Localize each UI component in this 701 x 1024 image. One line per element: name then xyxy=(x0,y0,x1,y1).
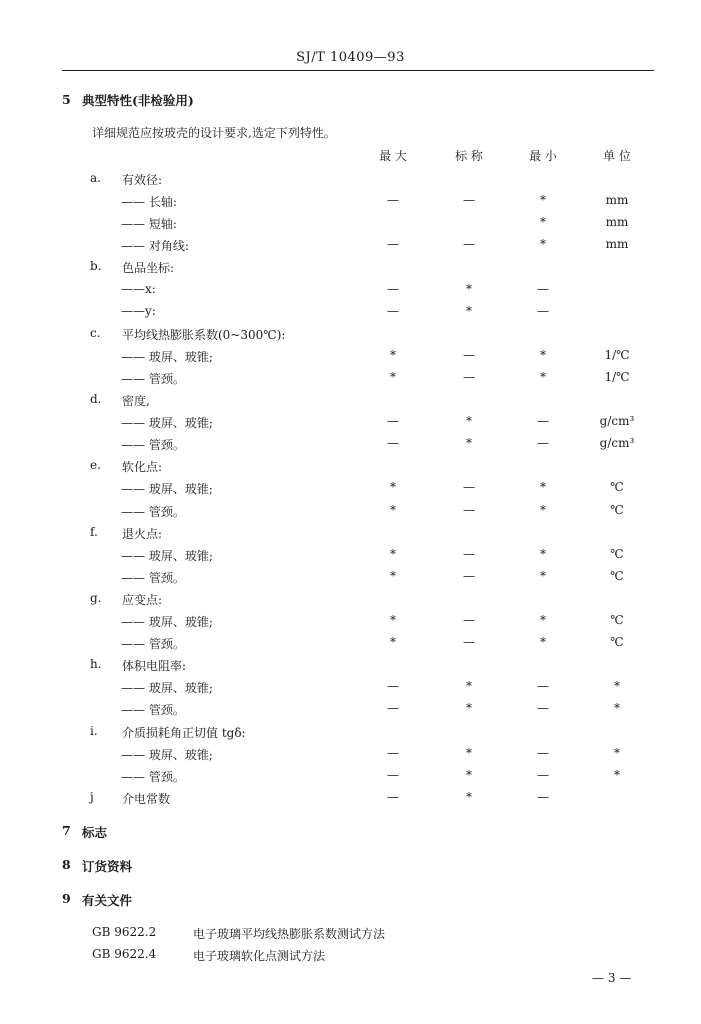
sub-item-label: ——x: xyxy=(121,282,156,296)
unit-cell: mm xyxy=(605,215,629,229)
item-label: 色品坐标: xyxy=(122,261,175,275)
nominal-value-cell: * xyxy=(466,304,472,318)
reference-title: 电子玻璃平均线热膨胀系数测试方法 xyxy=(193,927,386,941)
max-value-cell: — xyxy=(387,193,399,207)
unit-cell: ℃ xyxy=(610,635,624,649)
max-value-cell: * xyxy=(390,569,396,583)
nominal-value-cell: * xyxy=(466,790,472,804)
max-value-cell: * xyxy=(390,635,396,649)
unit-cell: ℃ xyxy=(610,503,624,517)
column-header-min: 最 小 xyxy=(529,149,557,163)
min-value-cell: — xyxy=(537,768,549,782)
max-value-cell: — xyxy=(387,701,399,715)
item-key: d. xyxy=(90,392,102,406)
item-key: h. xyxy=(90,657,102,671)
unit-cell: 1/℃ xyxy=(604,348,630,362)
section-5-title: 典型特性(非检验用) xyxy=(82,93,194,108)
section-5-intro: 详细规范应按玻壳的设计要求,选定下列特性。 xyxy=(92,126,336,140)
max-value-cell: — xyxy=(387,414,399,428)
nominal-value-cell: — xyxy=(463,503,475,517)
sub-item-label: —— 玻屏、玻锥; xyxy=(121,350,213,364)
item-label: 退火点: xyxy=(122,527,163,541)
max-value-cell: — xyxy=(387,746,399,760)
unit-cell: * xyxy=(614,701,620,715)
item-key: g. xyxy=(90,591,102,605)
column-header-max: 最 大 xyxy=(379,149,407,163)
min-value-cell: — xyxy=(537,414,549,428)
nominal-value-cell: — xyxy=(463,613,475,627)
max-value-cell: * xyxy=(390,480,396,494)
max-value-cell: * xyxy=(390,547,396,561)
nominal-value-cell: — xyxy=(463,635,475,649)
min-value-cell: * xyxy=(540,215,546,229)
sub-item-label: —— 玻屏、玻锥; xyxy=(121,416,213,430)
item-key: f. xyxy=(90,525,98,539)
section-8-number: 8 xyxy=(62,857,71,872)
max-value-cell: * xyxy=(390,613,396,627)
item-key: c. xyxy=(90,326,101,340)
reference-code: GB 9622.2 xyxy=(92,925,157,939)
min-value-cell: — xyxy=(537,746,549,760)
section-9-number: 9 xyxy=(62,891,71,906)
unit-cell: * xyxy=(614,679,620,693)
min-value-cell: * xyxy=(540,613,546,627)
unit-cell: mm xyxy=(605,237,629,251)
min-value-cell: * xyxy=(540,503,546,517)
item-label: 体积电阻率: xyxy=(122,659,187,673)
document-header-code: SJ/T 10409—93 xyxy=(296,50,405,65)
max-value-cell: * xyxy=(390,348,396,362)
nominal-value-cell: — xyxy=(463,547,475,561)
nominal-value-cell: * xyxy=(466,768,472,782)
sub-item-label: —— 玻屏、玻锥; xyxy=(121,615,213,629)
max-value-cell: * xyxy=(390,503,396,517)
min-value-cell: * xyxy=(540,569,546,583)
sub-item-label: —— 管颈。 xyxy=(121,438,185,452)
section-7-title: 标志 xyxy=(82,825,108,840)
nominal-value-cell: * xyxy=(466,679,472,693)
max-value-cell: — xyxy=(387,282,399,296)
column-header-unit: 单 位 xyxy=(603,149,631,163)
sub-item-label: —— 对角线: xyxy=(121,239,189,253)
nominal-value-cell: — xyxy=(463,193,475,207)
header-rule xyxy=(62,70,654,71)
item-label: 介电常数 xyxy=(122,792,171,806)
min-value-cell: * xyxy=(540,348,546,362)
nominal-value-cell: * xyxy=(466,746,472,760)
item-key: a. xyxy=(90,171,101,185)
min-value-cell: — xyxy=(537,282,549,296)
min-value-cell: * xyxy=(540,237,546,251)
min-value-cell: * xyxy=(540,193,546,207)
nominal-value-cell: — xyxy=(463,348,475,362)
column-header-nominal: 标 称 xyxy=(455,149,483,163)
item-label: 应变点: xyxy=(122,593,163,607)
unit-cell: mm xyxy=(605,193,629,207)
section-9-title: 有关文件 xyxy=(82,893,133,908)
sub-item-label: —— 玻屏、玻锥; xyxy=(121,681,213,695)
max-value-cell: * xyxy=(390,370,396,384)
min-value-cell: * xyxy=(540,547,546,561)
nominal-value-cell: — xyxy=(463,480,475,494)
nominal-value-cell: * xyxy=(466,436,472,450)
sub-item-label: —— 玻屏、玻锥; xyxy=(121,549,213,563)
min-value-cell: * xyxy=(540,480,546,494)
nominal-value-cell: * xyxy=(466,414,472,428)
page-number: — 3 — xyxy=(592,971,632,985)
sub-item-label: —— 长轴: xyxy=(121,195,177,209)
reference-code: GB 9622.4 xyxy=(92,947,157,961)
section-5-number: 5 xyxy=(62,92,71,107)
min-value-cell: — xyxy=(537,436,549,450)
item-key: e. xyxy=(90,458,101,472)
max-value-cell: — xyxy=(387,436,399,450)
unit-cell: ℃ xyxy=(610,569,624,583)
sub-item-label: —— 管颈。 xyxy=(121,505,185,519)
section-7-number: 7 xyxy=(62,823,71,838)
unit-cell: * xyxy=(614,768,620,782)
max-value-cell: — xyxy=(387,768,399,782)
section-8-title: 订货资料 xyxy=(82,859,133,874)
item-label: 平均线热膨胀系数(0~300℃): xyxy=(122,328,286,342)
item-label: 密度, xyxy=(122,394,150,408)
sub-item-label: ——y: xyxy=(121,304,156,318)
item-label: 软化点: xyxy=(122,460,163,474)
min-value-cell: — xyxy=(537,701,549,715)
nominal-value-cell: — xyxy=(463,370,475,384)
nominal-value-cell: — xyxy=(463,237,475,251)
item-key: j xyxy=(90,790,94,804)
sub-item-label: —— 管颈。 xyxy=(121,637,185,651)
unit-cell: ℃ xyxy=(610,480,624,494)
min-value-cell: * xyxy=(540,635,546,649)
max-value-cell: — xyxy=(387,304,399,318)
nominal-value-cell: * xyxy=(466,701,472,715)
sub-item-label: —— 玻屏、玻锥; xyxy=(121,482,213,496)
min-value-cell: — xyxy=(537,304,549,318)
sub-item-label: —— 玻屏、玻锥; xyxy=(121,748,213,762)
item-label: 介质损耗角正切值 tgδ: xyxy=(122,726,246,740)
unit-cell: g/cm³ xyxy=(599,414,635,428)
min-value-cell: — xyxy=(537,679,549,693)
nominal-value-cell: — xyxy=(463,569,475,583)
nominal-value-cell: * xyxy=(466,282,472,296)
item-key: b. xyxy=(90,259,102,273)
max-value-cell: — xyxy=(387,237,399,251)
unit-cell: ℃ xyxy=(610,547,624,561)
unit-cell: g/cm³ xyxy=(599,436,635,450)
sub-item-label: —— 管颈。 xyxy=(121,571,185,585)
sub-item-label: —— 管颈。 xyxy=(121,770,185,784)
item-key: i. xyxy=(90,724,98,738)
sub-item-label: —— 管颈。 xyxy=(121,703,185,717)
sub-item-label: —— 管颈。 xyxy=(121,372,185,386)
max-value-cell: — xyxy=(387,790,399,804)
min-value-cell: * xyxy=(540,370,546,384)
unit-cell: 1/℃ xyxy=(604,370,630,384)
max-value-cell: — xyxy=(387,679,399,693)
unit-cell: ℃ xyxy=(610,613,624,627)
reference-title: 电子玻璃软化点测试方法 xyxy=(193,949,326,963)
unit-cell: * xyxy=(614,746,620,760)
min-value-cell: — xyxy=(537,790,549,804)
sub-item-label: —— 短轴: xyxy=(121,217,177,231)
item-label: 有效径: xyxy=(122,173,163,187)
